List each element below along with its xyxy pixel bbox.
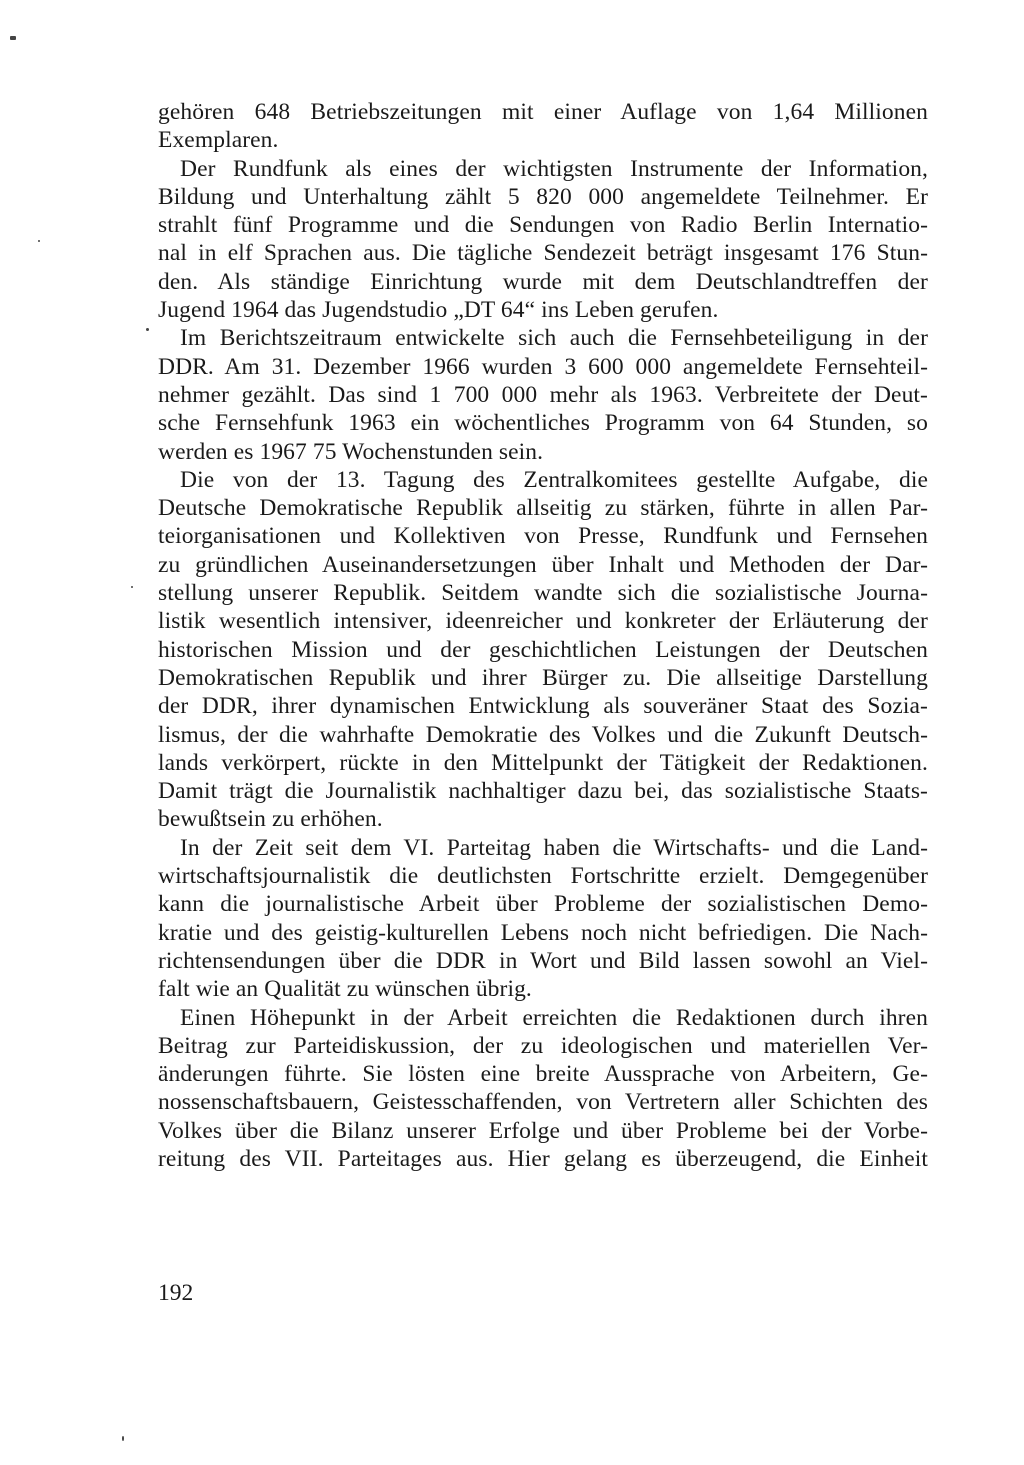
text-line: Die von der 13. Tagung des Zentralkomitees gestellte Aufgabe, die [180, 466, 928, 493]
text-line: den. Als ständige Einrichtung wurde mit dem Deutschlandtreffen der [158, 268, 928, 295]
text-line: zu gründlichen Auseinandersetzungen über Inhalt und Methoden der Dar- [158, 551, 928, 578]
scan-speck [122, 1436, 124, 1441]
text-line: Damit trägt die Journalistik nachhaltiger dazu bei, das sozialistische Staats- [158, 778, 928, 805]
text-line: nal in elf Sprachen aus. Die tägliche Sendezeit beträgt insgesamt 176 Stun- [158, 240, 928, 267]
text-line: strahlt fünf Programme und die Sendungen von Radio Berlin Internatio- [158, 212, 928, 239]
text-line: listik wesentlich intensiver, ideenreicher und konkreter der Erläuterung der [158, 608, 928, 635]
text-line: Deutsche Demokratische Republik allseitig zu stärken, führte in allen Par- [158, 495, 928, 522]
text-line: Bildung und Unterhaltung zählt 5 820 000 angemeldete Teilnehmer. Er [158, 183, 928, 210]
text-line: falt wie an Qualität zu wünschen übrig. [158, 976, 532, 1003]
text-line: reitung des VII. Parteitages aus. Hier gelang es überzeugend, die Einheit [158, 1145, 928, 1172]
text-line: Demokratischen Republik und ihrer Bürger zu. Die allseitige Darstellung [158, 664, 928, 691]
text-line: wirtschaftsjournalistik die deutlichsten Fortschritte erzielt. Demgegenüber [158, 863, 928, 890]
text-line: DDR. Am 31. Dezember 1966 wurden 3 600 000 angemeldete Fernsehteil- [158, 353, 928, 380]
text-line: der DDR, ihrer dynamischen Entwicklung als souveräner Staat des Sozia- [158, 693, 928, 720]
text-line: richtensendungen über die DDR in Wort und Bild lassen sowohl an Viel- [158, 947, 928, 974]
text-line: teiorganisationen und Kollektiven von Presse, Rundfunk und Fernsehen [158, 523, 928, 550]
text-line: werden es 1967 75 Wochenstunden sein. [158, 438, 544, 465]
body-text [158, 98, 928, 1173]
text-line: In der Zeit seit dem VI. Parteitag haben die Wirtschafts- und die Land- [180, 834, 928, 861]
page-number: 192 [158, 1280, 194, 1306]
text-line: nehmer gezählt. Das sind 1 700 000 mehr als 1963. Verbreitete der Deut- [158, 381, 928, 408]
text-line: lismus, der die wahrhafte Demokratie des Volkes und die Zukunft Deutsch- [158, 721, 928, 748]
text-line: sche Fernsehfunk 1963 ein wöchentliches Programm von 64 Stunden, so [158, 410, 928, 437]
text-line: stellung unserer Republik. Seitdem wandte sich die sozialistische Journa- [158, 580, 928, 607]
text-line: Exemplaren. [158, 127, 279, 154]
text-line: historischen Mission und der geschichtlichen Leistungen der Deutschen [158, 636, 928, 663]
text-line: gehören 648 Betriebszeitungen mit einer Auflage von 1,64 Millionen [158, 99, 928, 125]
scan-speck [10, 36, 16, 40]
text-line: Der Rundfunk als eines der wichtigsten Instrumente der Information, [180, 155, 928, 182]
scan-speck [131, 586, 133, 588]
text-line: nossenschaftsbauern, Geistesschaffenden, von Vertretern aller Schichten des [158, 1089, 928, 1116]
text-line: Einen Höhepunkt in der Arbeit erreichten die Redaktionen durch ihren [180, 1004, 928, 1031]
scan-speck [38, 240, 40, 242]
text-line: kann die journalistische Arbeit über Probleme der sozialistischen Demo- [158, 891, 928, 918]
text-line: Im Berichtszeitraum entwickelte sich auch die Fernsehbeteiligung in der [180, 325, 928, 352]
scan-speck [146, 328, 149, 331]
text-line: lands verkörpert, rückte in den Mittelpunkt der Tätigkeit der Redaktionen. [158, 749, 928, 776]
text-line: Volkes über die Bilanz unserer Erfolge und über Probleme bei der Vorbe- [158, 1117, 928, 1144]
text-line: Beitrag zur Parteidiskussion, der zu ideologischen und materiellen Ver- [158, 1032, 928, 1059]
text-line: Jugend 1964 das Jugendstudio „DT 64“ ins Leben gerufen. [158, 297, 719, 324]
text-line: kratie und des geistig-kulturellen Lebens noch nicht befriedigen. Die Nach- [158, 919, 928, 946]
text-line: bewußtsein zu erhöhen. [158, 806, 383, 833]
text-line: änderungen führte. Sie lösten eine breite Aussprache von Arbeitern, Ge- [158, 1061, 928, 1088]
